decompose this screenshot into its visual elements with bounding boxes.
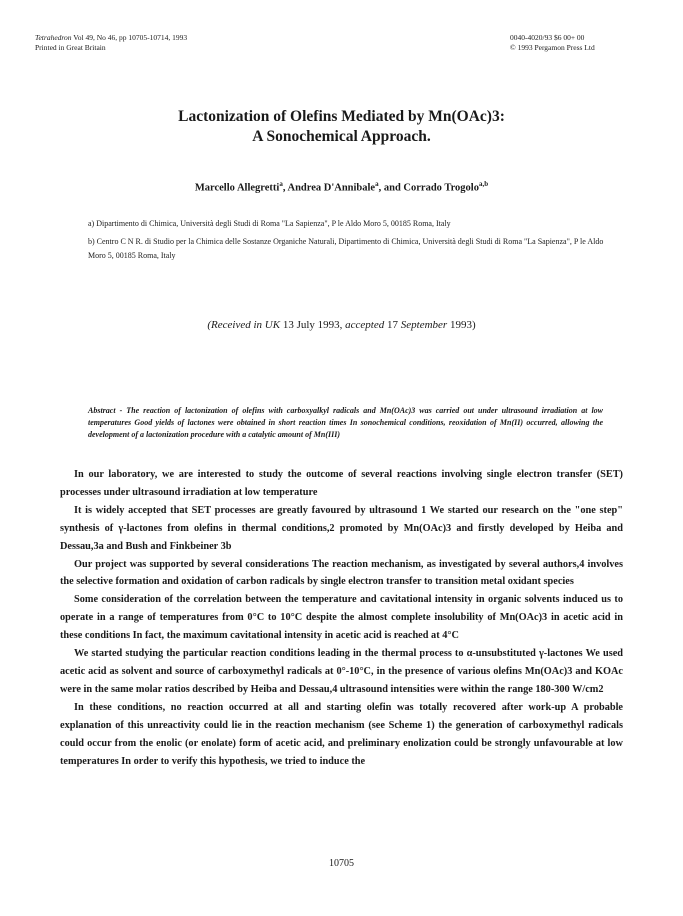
body-paragraph: Some consideration of the correlation between the temperature and cavitational intensity in organic solvents induced us to operate in a range of temperatures from 0°C to 10°C despite the almost complete insolubility of Mn(OAc)3 in acetic acid in these conditions In fact, the maximum cavitational intensity in acetic acid is reached at 4°C xyxy=(60,594,623,642)
body-paragraph: In our laboratory, we are interested to study the outcome of several reactions involving single electron transfer (SET) processes under ultrasound irradiation at low temperature xyxy=(60,469,623,498)
accepted-label: accepted xyxy=(345,319,385,331)
accepted-year: 1993) xyxy=(447,319,476,331)
body-paragraph: In these conditions, no reaction occurred at all and starting olefin was totally recovered after work-up A probable explanation of this unreactivity could lie in the reaction mechanism (see Scheme 1) the generation of carboxymethyl radicals could occur from the enolic (or enolate) form of acetic acid, and preliminary enolization could be strongly unfavourable at low temperatures In order to verify this hypothesis, we tried to induce the xyxy=(60,701,623,767)
body-paragraph: It is widely accepted that SET processes are greatly favoured by ultrasound 1 We started our research on the "one step" synthesis of γ-lactones from olefins in thermal conditions,2 promoted by Mn(OAc)3 and firstly developed by Heiba and Dessau,3a and Bush and Finkbeiner 3b xyxy=(60,504,623,552)
citation-text: Vol 49, No 46, pp 10705-10714, 1993 xyxy=(71,33,188,42)
printed-location: Printed in Great Britain xyxy=(35,43,106,52)
body-text xyxy=(60,466,623,770)
author-3-affil: a,b xyxy=(478,180,489,188)
received-dates xyxy=(60,319,623,331)
author-3: , and Corrado Trogolo xyxy=(378,182,479,194)
accepted-month: September xyxy=(400,319,448,331)
received-date: 13 July 1993, xyxy=(280,319,346,331)
journal-citation xyxy=(35,33,187,43)
author-list xyxy=(60,180,623,194)
affiliation-b: b) Centro C N R. di Studio per la Chimica delle Sostanze Organiche Naturali, Dipartimento di Chimica, Università degli Studi di Roma "La Sapienza", P le Aldo Moro 5, 00185 Roma, Italy xyxy=(88,237,604,260)
affiliation-a: a) Dipartimento di Chimica, Università degli Studi di Roma "La Sapienza", P le Aldo Moro 5, 00185 Roma, Italy xyxy=(88,219,451,228)
journal-name: Tetrahedron xyxy=(35,33,72,42)
title-line-1: Lactonization of Olefins Mediated by Mn(OAc)3: xyxy=(178,108,505,125)
body-paragraph: Our project was supported by several considerations The reaction mechanism, as investigated by several authors,4 involves the selective formation and oxidation of carbon radicals by single electron transfer to transition metal oxidant species xyxy=(60,558,623,588)
author-2-affil: a xyxy=(375,180,379,188)
author-2: , Andrea D'Annibale xyxy=(282,182,376,194)
received-label: (Received in UK xyxy=(207,319,281,331)
author-1-affil: a xyxy=(279,180,283,188)
body-paragraph: We started studying the particular reaction conditions leading in the thermal process to α-unsubstituted γ-lactones We used acetic acid as solvent and source of carboxymethyl radicals at 0°-10°C, in the presence of various olefins Mn(OAc)3 and KOAc were in the same molar ratios described by Heiba and Dessau,4 ultrasound intensities were within the range 180-300 W/cm2 xyxy=(60,648,623,695)
accepted-day: 17 xyxy=(384,319,401,331)
title-line-2: A Sonochemical Approach. xyxy=(252,128,431,145)
issn-code: 0040-4020/93 $6 00+ 00 xyxy=(510,33,585,42)
publisher-header xyxy=(510,33,595,53)
abstract: Abstract - The reaction of lactonization of olefins with carboxyalkyl radicals and Mn(OAc)3 was carried out under ultrasound irradiation at low temperatures Good yields of lactones were obtained in short reaction times In sonochemical conditions, reoxidation of Mn(II) occurred, allowing the development of a lactonization procedure with a catalytic amount of Mn(III) xyxy=(88,406,603,439)
paper-title xyxy=(60,107,623,147)
copyright-line: © 1993 Pergamon Press Ltd xyxy=(510,43,595,52)
journal-header xyxy=(35,33,187,53)
page-number: 10705 xyxy=(329,858,354,869)
author-1: Marcello Allegretti xyxy=(194,182,280,194)
